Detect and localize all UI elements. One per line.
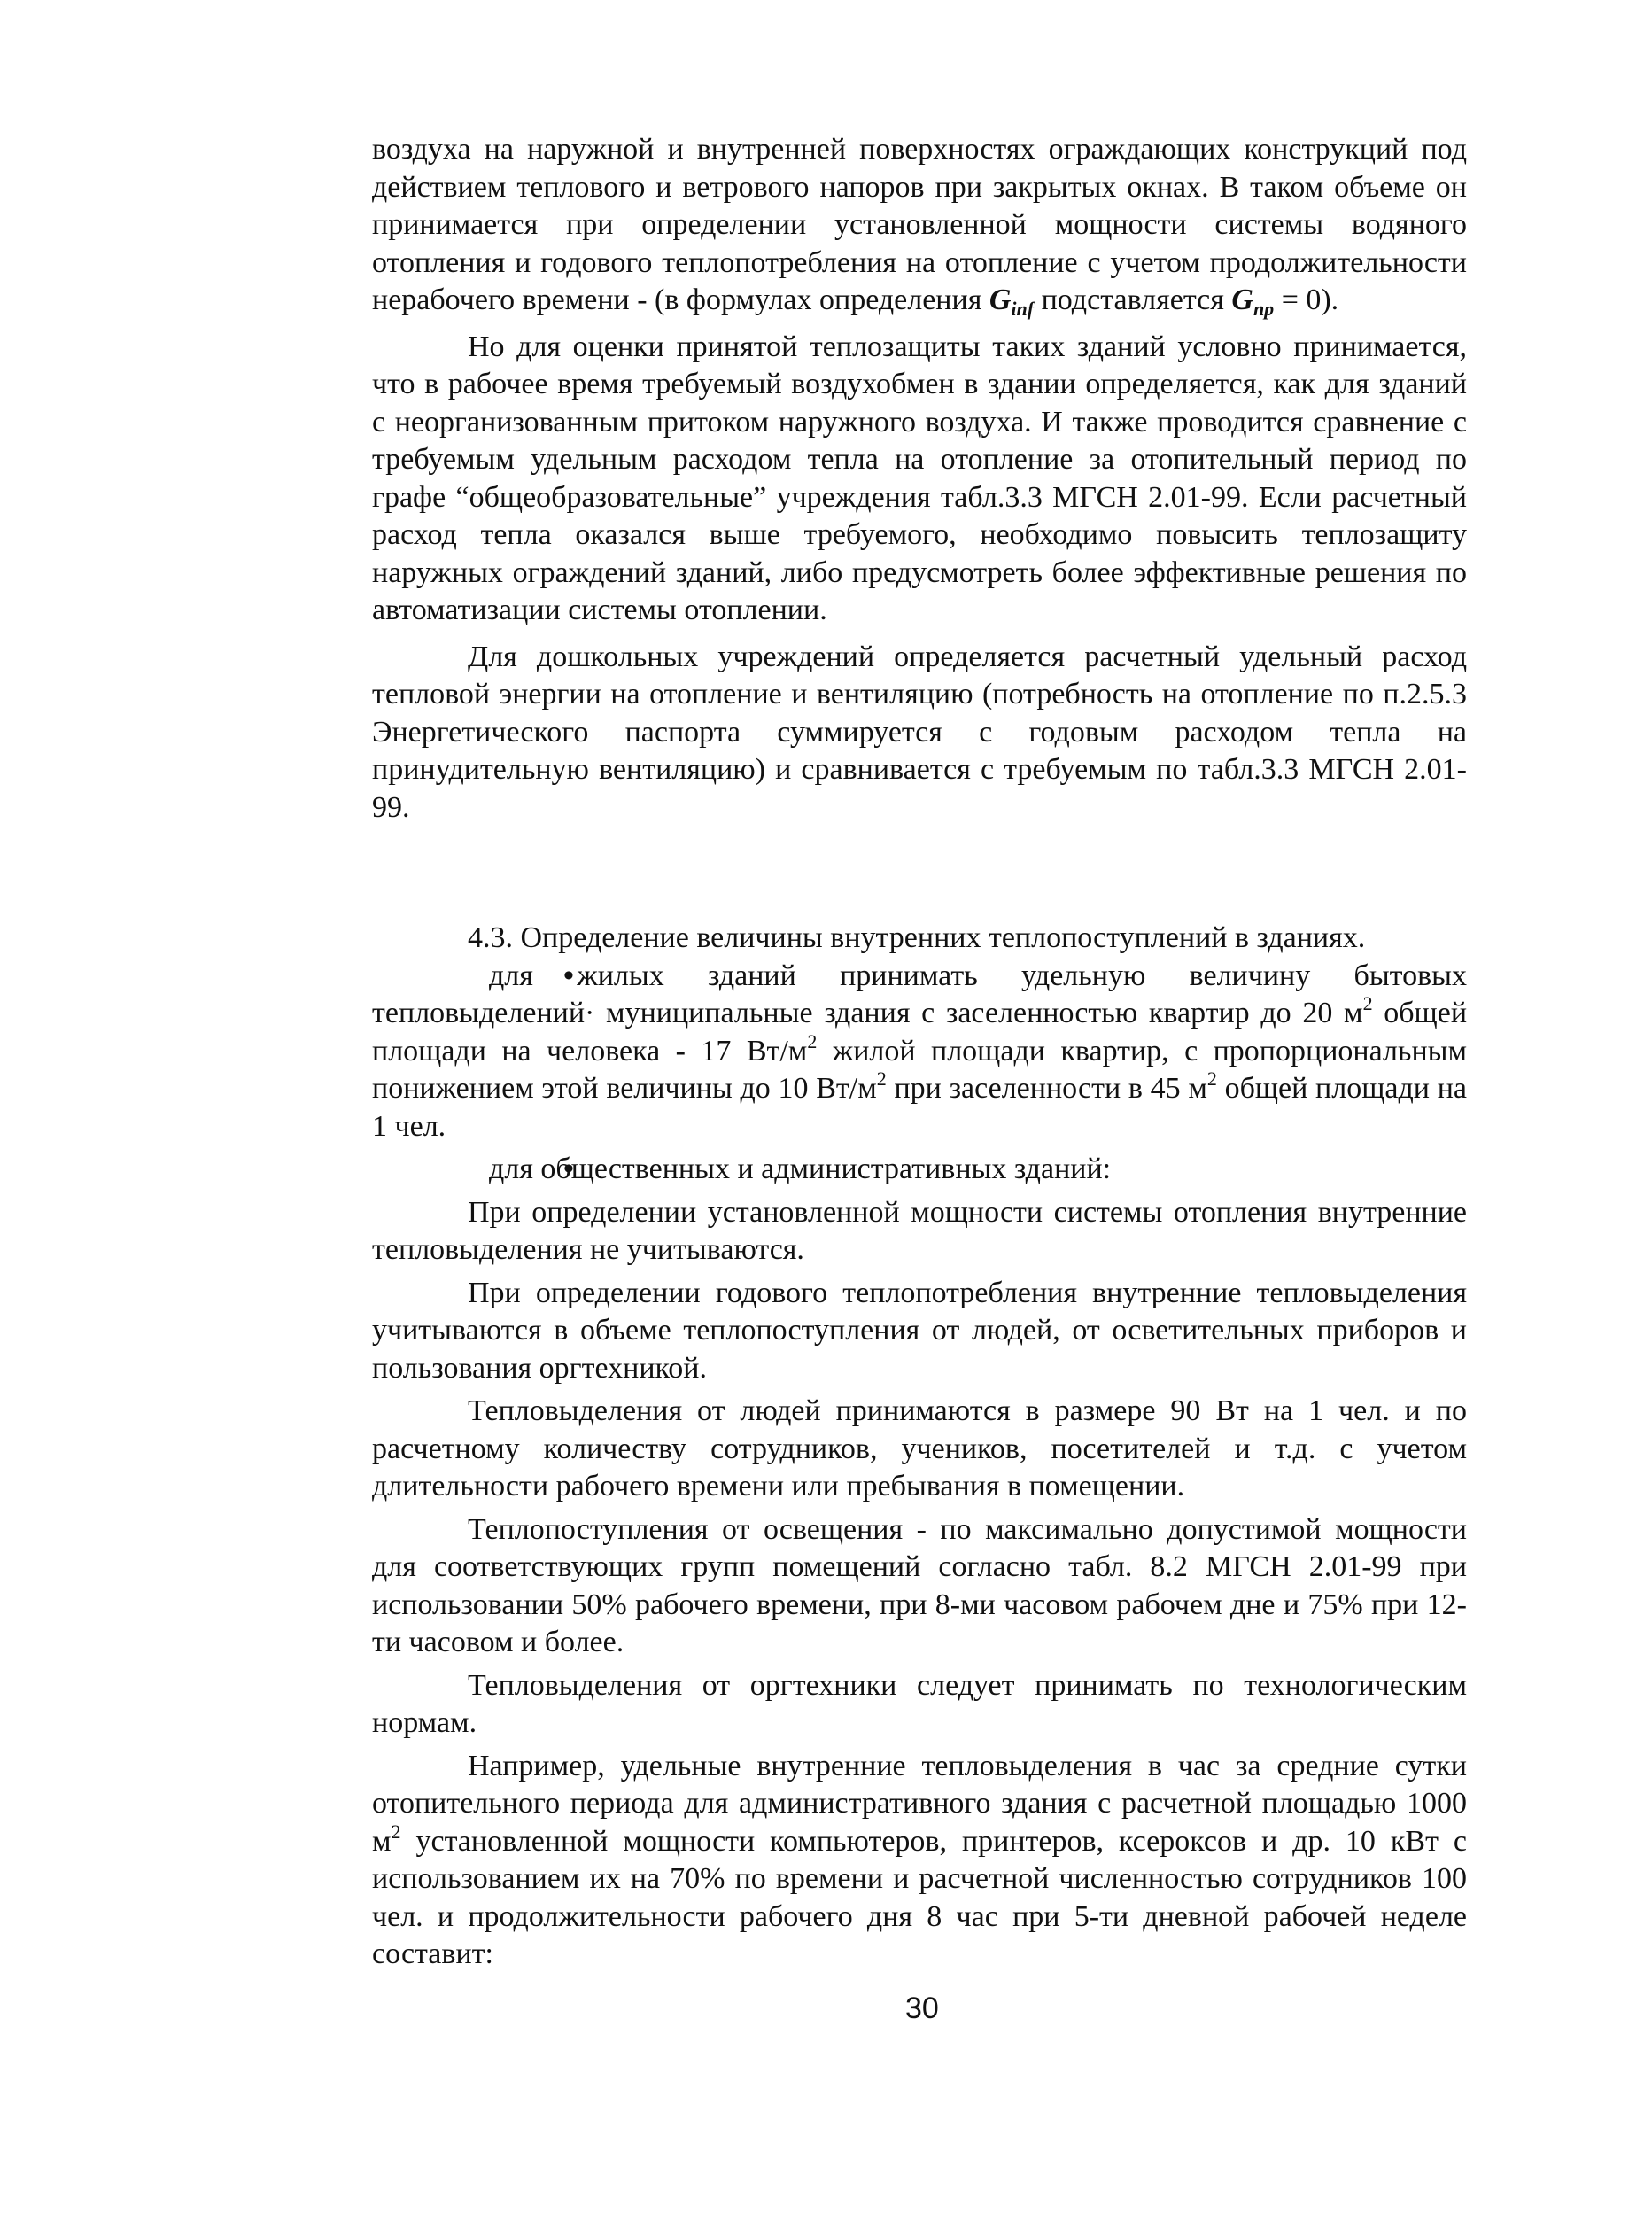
formula-variable: G xyxy=(989,283,1012,316)
section-heading: 4.3. Определение величины внутренних теплопоступлений в зданиях. xyxy=(468,921,1366,954)
paragraph-office-equipment: Тепловыделения от оргтехники следует принимать по технологическим нормам. xyxy=(372,1668,1467,1739)
paragraph-example-text: Например, удельные внутренние тепловыделения в час за средние сутки отопительного периода для административного здания с расчетной площадью 1000 м xyxy=(372,1749,1467,1858)
body-text-upper xyxy=(372,131,1467,827)
bullet-residential-text: при заселенности в 45 м xyxy=(886,1072,1207,1105)
bullet-residential-text: общей площади на 1 чел. xyxy=(372,1072,1467,1143)
paragraph-annual-consumption: При определении годового теплопотребления внутренние тепловыделения учитываются в объеме теплопоступления от людей, от осветительных приборов и пользования оргтехникой. xyxy=(372,1276,1467,1385)
bullet-residential-text: жилой площади квартир, с пропорциональным понижением этой величины до 10 Вт/м xyxy=(372,1034,1467,1105)
bullet-residential-text: для жилых зданий принимать удельную величину бытовых тепловыделений· муниципальные здания с заселенностью квартир до 20 м xyxy=(372,959,1467,1029)
paragraph-preschool: Для дошкольных учреждений определяется расчетный удельный расход тепловой энергии на отопление и вентиляцию (потребность на отопление по п.2.5.3 Энергетического паспорта суммируется с годовым расходом тепла на принудительную вентиляцию) и сравнивается с требуемым по табл.3.3 МГСН 2.01-99. xyxy=(372,640,1467,824)
superscript: 2 xyxy=(876,1068,887,1090)
paragraph-example-text: установленной мощности компьютеров, принтеров, ксероксов и др. 10 кВт с использованием их на 70% по времени и расчетной численностью сотрудников 100 чел. и продолжительности рабочего дня 8 час при 5-ти дневной рабочей неделе составит: xyxy=(372,1824,1467,1970)
superscript: 2 xyxy=(1206,1068,1217,1090)
superscript: 2 xyxy=(807,1029,818,1052)
paragraph-continuation xyxy=(372,131,1467,329)
bullet-public: • для общественных и административных зданий: xyxy=(372,1151,1467,1189)
superscript: 2 xyxy=(391,1820,401,1843)
paragraph-heat-protection: Но для оценки принятой теплозащиты таких зданий условно принимается, что в рабочее время требуемый воздухобмен в здании определяется, как для зданий с неорганизованным притоком наружного воздуха. И также проводится сравнение с требуемым удельным расходом тепла на отопление за отопительный период по графе “общеобразовательные” учреждения табл.3.3 МГСН 2.01-99. Если расчетный расход тепла оказался выше требуемого, необходимо повысить теплозащиту наружных ограждений зданий, либо предусмотреть более эффективные решения по автоматизации системы отоплении. xyxy=(372,330,1467,626)
body-text-section xyxy=(372,920,1467,1974)
paragraph-continuation-mid: подставляется xyxy=(1034,283,1232,316)
paragraph-installed-power: При определении установленной мощности системы отопления внутренние тепловыделения не учитываются. xyxy=(372,1195,1467,1266)
formula-variable: G xyxy=(1231,283,1253,316)
bullet-residential-text: общей площади на человека - 17 Вт/м xyxy=(372,997,1468,1068)
paragraph-continuation-end: = 0). xyxy=(1274,283,1339,316)
paragraph-lighting-heat: Теплопоступления от освещения - по максимально допустимой мощности для соответствующих групп помещений согласно табл. 8.2 МГСН 2.01-99 при использовании 50% рабочего времени, при 8-ми часовом рабочем дне и 75% при 12-ти часовом и более. xyxy=(372,1512,1467,1658)
formula-subscript: inf xyxy=(1011,298,1035,320)
bullet-residential xyxy=(372,958,1467,1146)
formula-subscript: пр xyxy=(1253,298,1275,320)
paragraph-people-heat: Тепловыделения от людей принимаются в размере 90 Вт на 1 чел. и по расчетному количеству сотрудников, учеников, посетителей и т.д. с учетом длительности рабочего времени или пребывания в помещении. xyxy=(372,1394,1467,1502)
paragraph-example xyxy=(372,1748,1467,1974)
superscript: 2 xyxy=(1362,992,1373,1014)
paragraph-continuation-text: воздуха на наружной и внутренней поверхностях ограждающих конструкций под действием теплового и ветрового напоров при закрытых окнах. В таком объеме он принимается при определении установленной мощности системы водяного отопления и годового теплопотребления на отопление с учетом продолжительности нерабочего времени - (в формулах определения xyxy=(372,133,1467,316)
page-number: 30 xyxy=(905,1991,939,2025)
